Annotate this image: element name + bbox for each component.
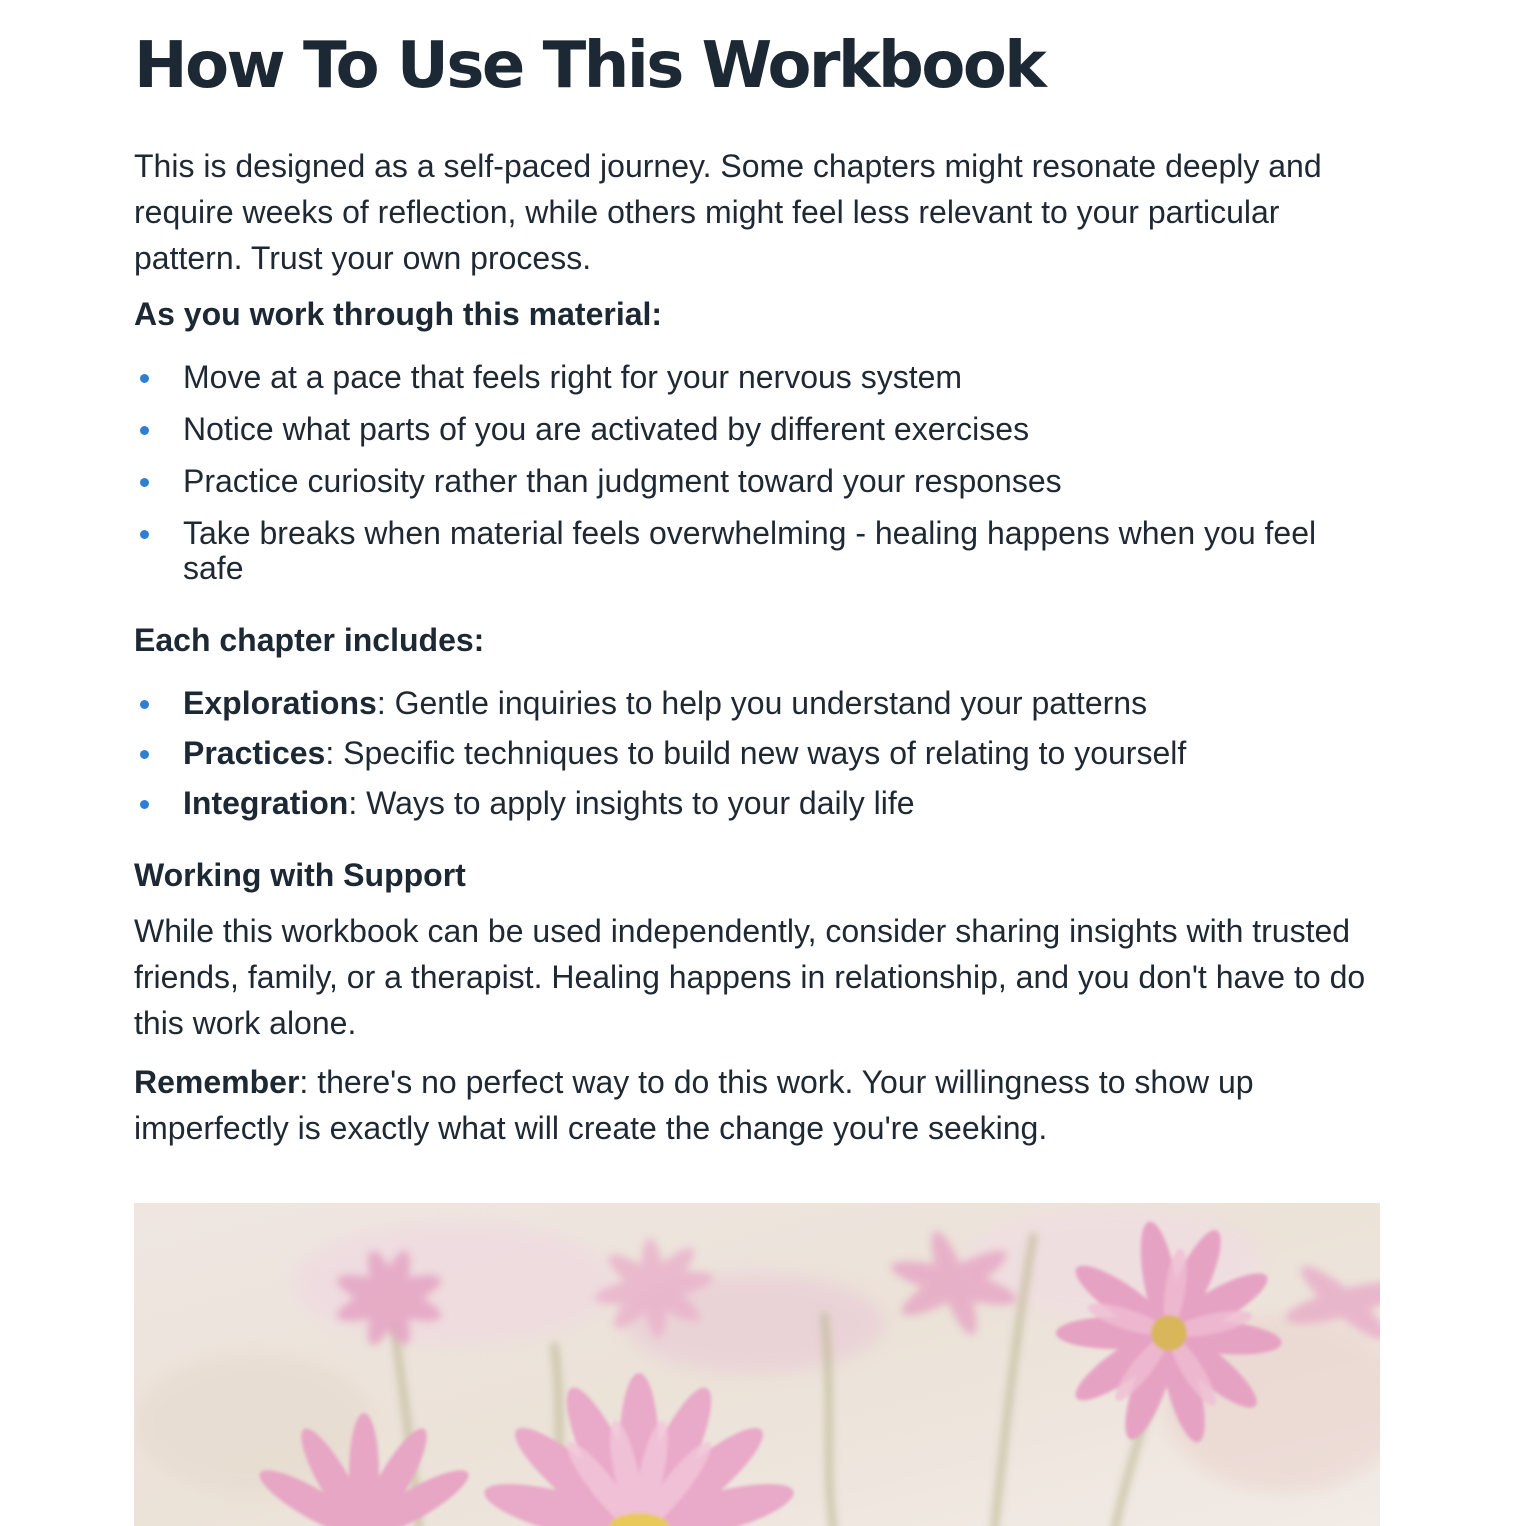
bullet-icon	[140, 426, 149, 435]
pink-daisies-illustration	[134, 1203, 1380, 1526]
list-item: Practice curiosity rather than judgment toward your responses	[134, 464, 1380, 499]
intro-paragraph: This is designed as a self-paced journey. Some chapters might resonate deeply and require weeks of reflection, while others might feel less relevant to your particular pattern. Trust your own process.	[134, 148, 1322, 276]
term-integration: Integration	[183, 785, 349, 821]
remember-paragraph: Remember: there's no perfect way to do this work. Your willingness to show up imperfectly is exactly what will create the change you're seeking.	[134, 1064, 1254, 1146]
list-item: Notice what parts of you are activated by different exercises	[134, 412, 1380, 447]
workbook-page	[134, 0, 1380, 1151]
work-through-list	[134, 360, 1380, 586]
flowers-photo	[134, 1203, 1380, 1526]
list-item: Integration: Ways to apply insights to your daily life	[134, 786, 1380, 821]
list-item: Practices: Specific techniques to build new ways of relating to yourself	[134, 736, 1380, 771]
support-paragraph: While this workbook can be used independently, consider sharing insights with trusted friends, family, or a therapist. Healing happens in relationship, and you don't have to do this work alone.	[134, 913, 1366, 1041]
bullet-icon	[140, 374, 149, 383]
list-item: Take breaks when material feels overwhelming - healing happens when you feel safe	[134, 516, 1380, 586]
support-heading: Working with Support	[134, 857, 466, 893]
bullet-icon	[140, 478, 149, 487]
remember-term: Remember	[134, 1064, 300, 1100]
bullet-icon	[140, 750, 149, 759]
bullet-icon	[140, 800, 149, 809]
chapter-includes-heading: Each chapter includes:	[134, 622, 485, 658]
term-practices: Practices	[183, 735, 326, 771]
chapter-includes-list	[134, 686, 1380, 821]
page-title: How To Use This Workbook	[134, 29, 1045, 103]
term-explorations: Explorations	[183, 685, 377, 721]
work-through-heading: As you work through this material:	[134, 296, 663, 332]
bullet-icon	[140, 530, 149, 539]
list-item: Move at a pace that feels right for your nervous system	[134, 360, 1380, 395]
list-item: Explorations: Gentle inquiries to help you understand your patterns	[134, 686, 1380, 721]
bullet-icon	[140, 700, 149, 709]
